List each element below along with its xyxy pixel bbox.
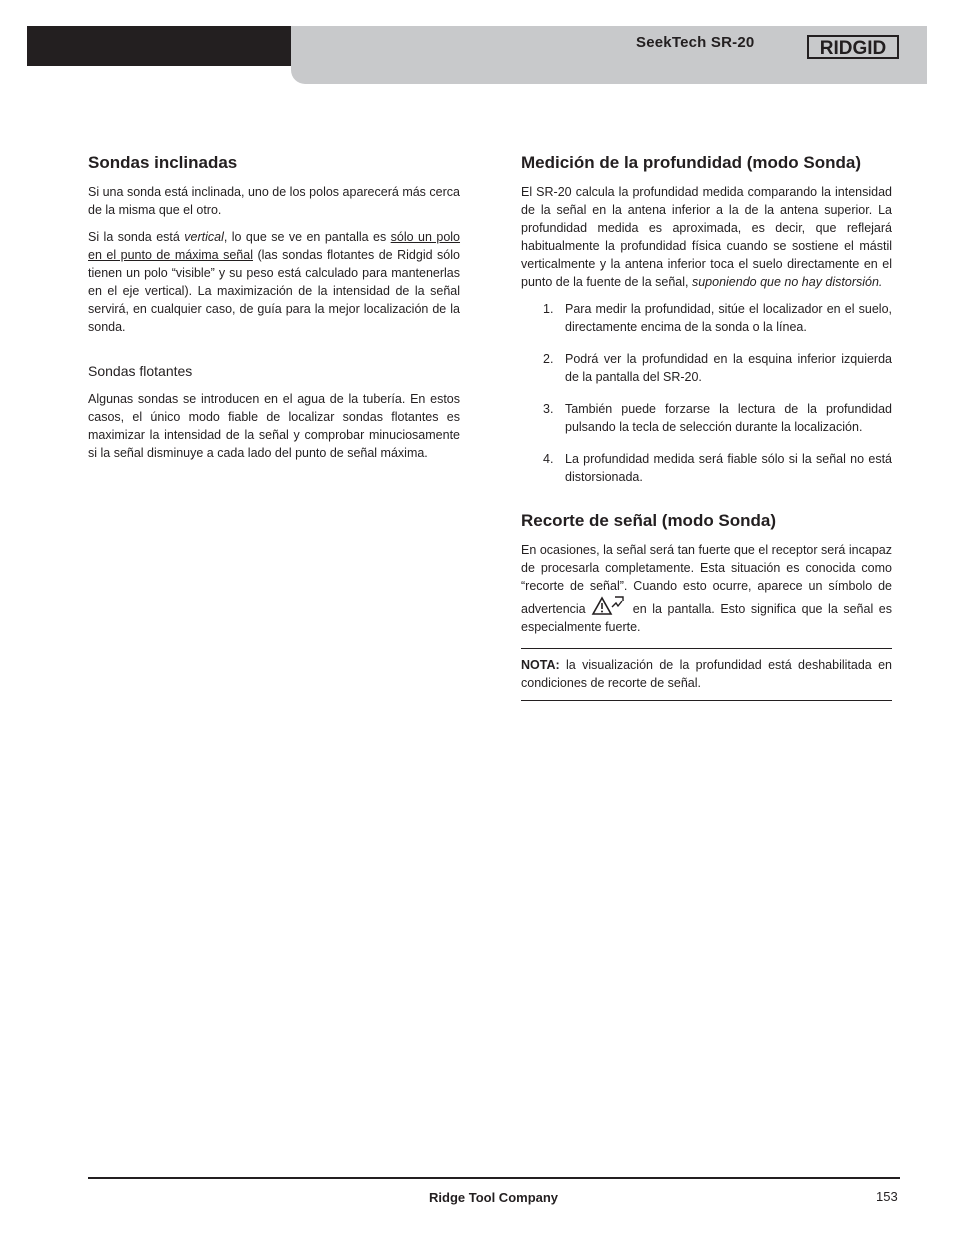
list-text: También puede forzarse la lectura de la profundidad pulsando la tecla de selección durante la localización.: [565, 402, 892, 434]
paragraph: [88, 228, 460, 336]
text-run: en la pantalla. Esto significa que la señal es especialmente fuerte.: [521, 602, 892, 634]
text-italic: suponiendo que no hay distorsión.: [691, 275, 883, 289]
header-grey-tab: [291, 66, 927, 84]
note-text: la visualización de la profundidad está deshabilitada en condiciones de recorte de señal.: [521, 658, 892, 690]
warning-icon: [591, 595, 627, 615]
right-column: [521, 150, 892, 701]
heading-recorte-senal: Recorte de señal (modo Sonda): [521, 511, 777, 530]
heading-sondas-inclinadas: Sondas inclinadas: [88, 153, 238, 172]
text-run: El SR-20 calcula la profundidad medida comparando la intensidad de la señal en la antena inferior a la de la antena superior. La profundidad medida es aproximada, es decir, que reflejará habitualmente la profundidad física cuando se sostiene el mástil verticalmente y la antena inferior toca el suelo directamente en el punto de la fuente de la señal,: [521, 185, 892, 289]
ridgid-logo: [806, 32, 902, 62]
note-box: [521, 648, 892, 701]
note-label: NOTA:: [521, 658, 560, 672]
left-column: [88, 150, 460, 471]
header-model: SeekTech SR-20: [636, 34, 755, 51]
list-text: Para medir la profundidad, sitúe el localizador en el suelo, directamente encima de la sonda o la línea.: [565, 302, 892, 334]
list-number: 2.: [543, 352, 554, 366]
text-underlined: sólo un polo en el punto de máxima señal: [88, 230, 461, 262]
text-run: , lo que se ve en pantalla es: [223, 230, 391, 244]
list-item: [521, 400, 892, 436]
footer-rule: [88, 1177, 900, 1179]
heading-sondas-flotantes: Sondas flotantes: [88, 363, 193, 379]
paragraph: Si una sonda está inclinada, uno de los polos aparecerá más cerca de la misma que el otro.: [88, 185, 460, 217]
page-number: 153: [876, 1189, 898, 1204]
footer-company: Ridge Tool Company: [429, 1190, 559, 1205]
list-item: [521, 300, 892, 336]
heading-medicion-profundidad: Medición de la profundidad (modo Sonda): [521, 153, 861, 172]
steps-list: [521, 300, 892, 486]
list-item: [521, 450, 892, 486]
list-text: Podrá ver la profundidad en la esquina inferior izquierda de la pantalla del SR-20.: [565, 352, 892, 384]
list-number: 4.: [543, 452, 554, 466]
list-text: La profundidad medida será fiable sólo si la señal no está distorsionada.: [565, 452, 892, 484]
paragraph: Algunas sondas se introducen en el agua de la tubería. En estos casos, el único modo fiable de localizar sondas flotantes es maximizar la intensidad de la señal y comprobar minuciosamente si la señal disminuye a cada lado del punto de señal máxima.: [88, 392, 460, 460]
paragraph: [521, 541, 892, 636]
text-run: En ocasiones, la señal será tan fuerte que el receptor será incapaz de procesarla completamente. Esta situación es conocida como “recorte de señal”. Cuando esto ocurre, aparece un símbolo de advertencia: [521, 543, 892, 616]
text-run: Si la sonda está: [88, 230, 185, 244]
list-number: 3.: [543, 402, 554, 416]
list-number: 1.: [543, 302, 554, 316]
header-black-bar: [27, 26, 291, 66]
list-item: [521, 350, 892, 386]
paragraph: [521, 183, 892, 291]
text-run: (las sondas flotantes de Ridgid sólo tienen un polo “visible” y su peso está calculado para mantenerlas en el eje vertical). La maximización de la intensidad de la señal servirá, en cualquier caso, de guía para la mejor localización de la sonda.: [88, 248, 460, 334]
text-italic: vertical: [184, 230, 224, 244]
logo-text: RIDGID: [819, 38, 887, 59]
